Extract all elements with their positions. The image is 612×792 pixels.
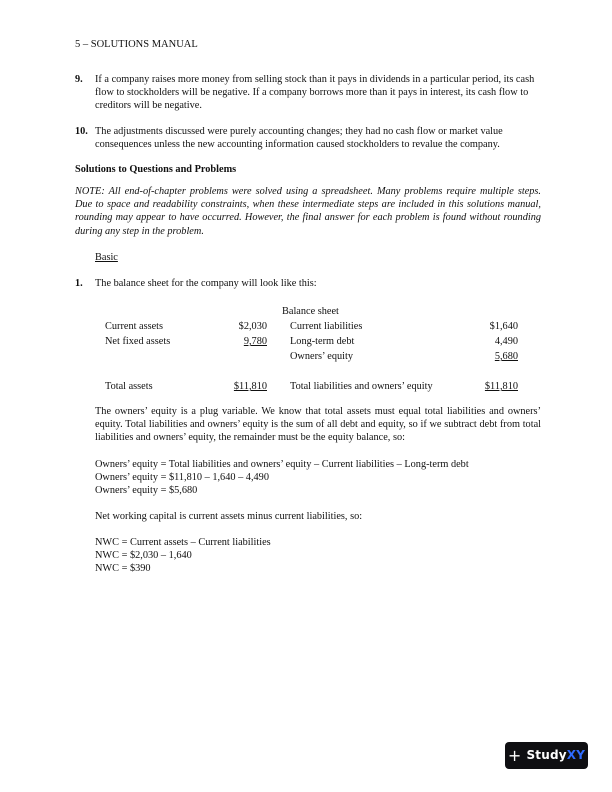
bs-current-assets-label: Current assets	[105, 321, 164, 332]
bs-owners-equity-label: Owners’ equity	[290, 351, 354, 362]
bs-total-assets-value: $11,810	[233, 381, 267, 392]
nwc-equation-line-1: NWC = Current assets – Current liabilities	[95, 537, 271, 548]
bs-owners-equity-value-wrap	[460, 350, 518, 363]
section-heading: Solutions to Questions and Problems	[75, 164, 237, 175]
balance-sheet-title: Balance sheet	[282, 306, 339, 317]
bs-total-assets-value-wrap	[215, 380, 267, 393]
bs-total-liabilities-value-wrap	[460, 380, 518, 393]
nwc-equation-line-3: NWC = $390	[95, 563, 151, 574]
bs-long-term-debt-value: 4,490	[494, 336, 518, 347]
bs-current-assets-value: $2,030	[238, 321, 267, 332]
studyxy-logo[interactable]	[505, 742, 588, 769]
subsection-basic: Basic	[95, 252, 118, 263]
bs-net-fixed-assets-label: Net fixed assets	[105, 336, 171, 347]
bs-total-liabilities-value: $11,810	[484, 381, 518, 392]
bs-net-fixed-assets-value-wrap	[215, 335, 267, 348]
bs-net-fixed-assets-value: 9,780	[243, 336, 267, 347]
bs-total-liabilities-label: Total liabilities and owners’ equity	[290, 381, 433, 392]
equity-equation-line-1: Owners’ equity = Total liabilities and owners’ equity – Current liabilities – Long-term debt	[95, 459, 469, 470]
nwc-intro: Net working capital is current assets minus current liabilities, so:	[95, 511, 363, 522]
logo-text-xy: XY	[566, 747, 586, 762]
logo-text-study: Study	[526, 747, 567, 762]
question-9-number: 9.	[75, 74, 83, 85]
solutions-note: NOTE: All end-of-chapter problems were solved using a spreadsheet. Many problems require multiple steps. Due to space and readability constraints, when these intermediate steps are included in this solutions manual, rounding may appear to have occurred. However, the final answer for each problem is found without rounding during any step in the problem.	[75, 186, 541, 237]
nwc-equation-line-2: NWC = $2,030 – 1,640	[95, 550, 192, 561]
bs-owners-equity-value: 5,680	[494, 351, 518, 362]
problem-1-number: 1.	[75, 278, 83, 289]
plus-icon: +	[507, 745, 522, 765]
page-header: 5 – SOLUTIONS MANUAL	[75, 39, 198, 50]
question-10-number: 10.	[75, 126, 88, 137]
bs-current-liabilities-value: $1,640	[489, 321, 518, 332]
equity-equation-line-3: Owners’ equity = $5,680	[95, 485, 198, 496]
problem-1-explanation: The owners’ equity is a plug variable. We know that total assets must equal total liabilities and owners’ equity. Total liabilities and owners’ equity is the sum of all debt and equity, so if we subtract debt from total liabilities and owners’ equity, the remainder must be the equity balance, so:	[95, 406, 541, 444]
problem-1-intro: The balance sheet for the company will look like this:	[95, 278, 317, 289]
equity-equation-line-2: Owners’ equity = $11,810 – 1,640 – 4,490	[95, 472, 269, 483]
question-9-text: If a company raises more money from selling stock than it pays in dividends in a particular period, its cash flow to stockholders will be negative. If a company borrows more than it pays in interest, its cash flow to creditors will be negative.	[95, 74, 535, 112]
bs-current-liabilities-label: Current liabilities	[290, 321, 363, 332]
bs-long-term-debt-label: Long-term debt	[290, 336, 355, 347]
bs-total-assets-label: Total assets	[105, 381, 153, 392]
question-10-text: The adjustments discussed were purely accounting changes; they had no cash flow or market value consequences unless the new accounting information caused stockholders to revalue the company.	[95, 126, 503, 151]
